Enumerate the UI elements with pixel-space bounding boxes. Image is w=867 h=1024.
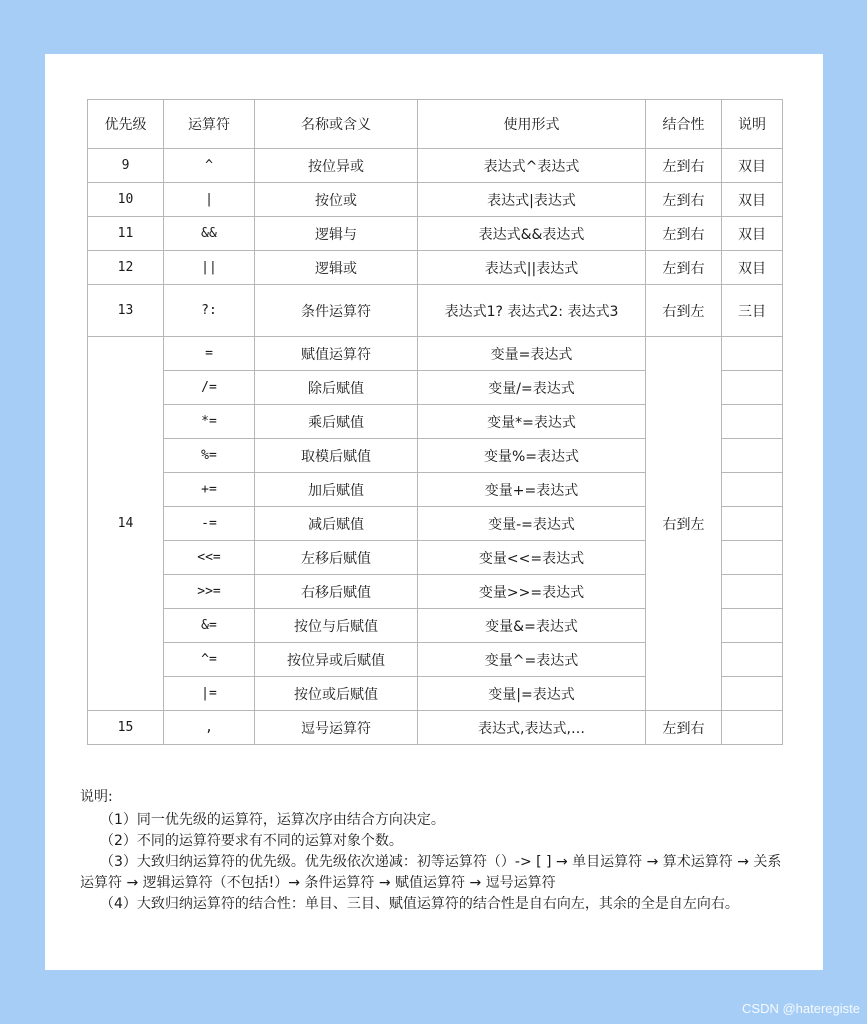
table-row <box>88 285 783 337</box>
header-priority: 优先级 <box>88 100 164 149</box>
note-cell <box>722 337 783 371</box>
document-panel <box>45 54 823 970</box>
note-cell <box>722 371 783 405</box>
associativity-cell: 左到右 <box>646 183 722 217</box>
priority-cell: 13 <box>88 285 164 337</box>
header-usage: 使用形式 <box>418 100 646 149</box>
operator-cell: <<= <box>164 541 255 575</box>
note-cell: 双目 <box>722 251 783 285</box>
usage-cell: 变量+=表达式 <box>418 473 646 507</box>
name-cell: 按位与后赋值 <box>255 609 418 643</box>
name-cell: 加后赋值 <box>255 473 418 507</box>
note-cell <box>722 575 783 609</box>
name-cell: 按位异或后赋值 <box>255 643 418 677</box>
table-row <box>88 711 783 745</box>
usage-cell: 表达式&&表达式 <box>418 217 646 251</box>
name-cell: 左移后赋值 <box>255 541 418 575</box>
operator-cell: ?: <box>164 285 255 337</box>
notes-section <box>80 787 790 915</box>
priority-cell: 10 <box>88 183 164 217</box>
name-cell: 赋值运算符 <box>255 337 418 371</box>
associativity-cell: 左到右 <box>646 149 722 183</box>
usage-cell: 表达式,表达式,… <box>418 711 646 745</box>
priority-cell: 14 <box>88 337 164 711</box>
usage-cell: 表达式||表达式 <box>418 251 646 285</box>
usage-cell: 变量%=表达式 <box>418 439 646 473</box>
name-cell: 按位或 <box>255 183 418 217</box>
note-cell <box>722 507 783 541</box>
operator-cell: |= <box>164 677 255 711</box>
note-cell <box>722 677 783 711</box>
note-cell: 双目 <box>722 183 783 217</box>
name-cell: 按位或后赋值 <box>255 677 418 711</box>
usage-cell: 变量-=表达式 <box>418 507 646 541</box>
usage-cell: 变量|=表达式 <box>418 677 646 711</box>
note-item: （1）同一优先级的运算符，运算次序由结合方向决定。 <box>100 812 445 828</box>
operator-precedence-table <box>87 99 783 745</box>
name-cell: 按位异或 <box>255 149 418 183</box>
usage-cell: 变量*=表达式 <box>418 405 646 439</box>
usage-cell: 表达式1? 表达式2: 表达式3 <box>418 285 646 337</box>
note-cell <box>722 711 783 745</box>
note-item: （3）大致归纳运算符的优先级。优先级依次递减：初等运算符（）-> [ ] → 单目运算符 → 算术运算符 → 关系运算符 → 逻辑运算符（不包括!）→ 条件运算符 → 赋值运算符 → 逗号运算符 <box>80 854 782 891</box>
note-item: （4）大致归纳运算符的结合性：单目、三目、赋值运算符的结合性是自右向左，其余的全是自左向右。 <box>100 896 739 912</box>
operator-cell: -= <box>164 507 255 541</box>
operator-cell: *= <box>164 405 255 439</box>
note-cell <box>722 643 783 677</box>
header-name: 名称或含义 <box>255 100 418 149</box>
csdn-watermark: CSDN @hateregiste <box>742 1001 860 1016</box>
note-item: （2）不同的运算符要求有不同的运算对象个数。 <box>100 833 403 849</box>
table-row <box>88 183 783 217</box>
operator-cell: | <box>164 183 255 217</box>
note-cell: 三目 <box>722 285 783 337</box>
notes-heading: 说明: <box>80 789 113 805</box>
table-row <box>88 251 783 285</box>
operator-cell: ^= <box>164 643 255 677</box>
note-cell: 双目 <box>722 149 783 183</box>
associativity-cell: 右到左 <box>646 337 722 711</box>
associativity-cell: 右到左 <box>646 285 722 337</box>
priority-cell: 11 <box>88 217 164 251</box>
usage-cell: 变量^=表达式 <box>418 643 646 677</box>
header-note: 说明 <box>722 100 783 149</box>
note-cell <box>722 541 783 575</box>
associativity-cell: 左到右 <box>646 251 722 285</box>
operator-cell: /= <box>164 371 255 405</box>
usage-cell: 变量<<=表达式 <box>418 541 646 575</box>
priority-cell: 15 <box>88 711 164 745</box>
operator-cell: = <box>164 337 255 371</box>
name-cell: 除后赋值 <box>255 371 418 405</box>
name-cell: 取模后赋值 <box>255 439 418 473</box>
usage-cell: 表达式|表达式 <box>418 183 646 217</box>
name-cell: 右移后赋值 <box>255 575 418 609</box>
priority-cell: 12 <box>88 251 164 285</box>
usage-cell: 变量=表达式 <box>418 337 646 371</box>
operator-cell: += <box>164 473 255 507</box>
header-associativity: 结合性 <box>646 100 722 149</box>
name-cell: 减后赋值 <box>255 507 418 541</box>
header-operator: 运算符 <box>164 100 255 149</box>
note-cell <box>722 439 783 473</box>
operator-cell: >>= <box>164 575 255 609</box>
usage-cell: 表达式^表达式 <box>418 149 646 183</box>
name-cell: 逻辑与 <box>255 217 418 251</box>
usage-cell: 变量>>=表达式 <box>418 575 646 609</box>
note-cell <box>722 609 783 643</box>
note-cell <box>722 473 783 507</box>
name-cell: 乘后赋值 <box>255 405 418 439</box>
table-row <box>88 217 783 251</box>
table-row <box>88 337 783 371</box>
name-cell: 逗号运算符 <box>255 711 418 745</box>
table-row <box>88 149 783 183</box>
usage-cell: 变量/=表达式 <box>418 371 646 405</box>
associativity-cell: 左到右 <box>646 711 722 745</box>
operator-cell: &= <box>164 609 255 643</box>
note-cell: 双目 <box>722 217 783 251</box>
operator-cell: , <box>164 711 255 745</box>
name-cell: 条件运算符 <box>255 285 418 337</box>
name-cell: 逻辑或 <box>255 251 418 285</box>
priority-cell: 9 <box>88 149 164 183</box>
operator-cell: && <box>164 217 255 251</box>
operator-cell: ^ <box>164 149 255 183</box>
associativity-cell: 左到右 <box>646 217 722 251</box>
usage-cell: 变量&=表达式 <box>418 609 646 643</box>
note-cell <box>722 405 783 439</box>
table-header-row <box>88 100 783 149</box>
operator-cell: %= <box>164 439 255 473</box>
operator-cell: || <box>164 251 255 285</box>
